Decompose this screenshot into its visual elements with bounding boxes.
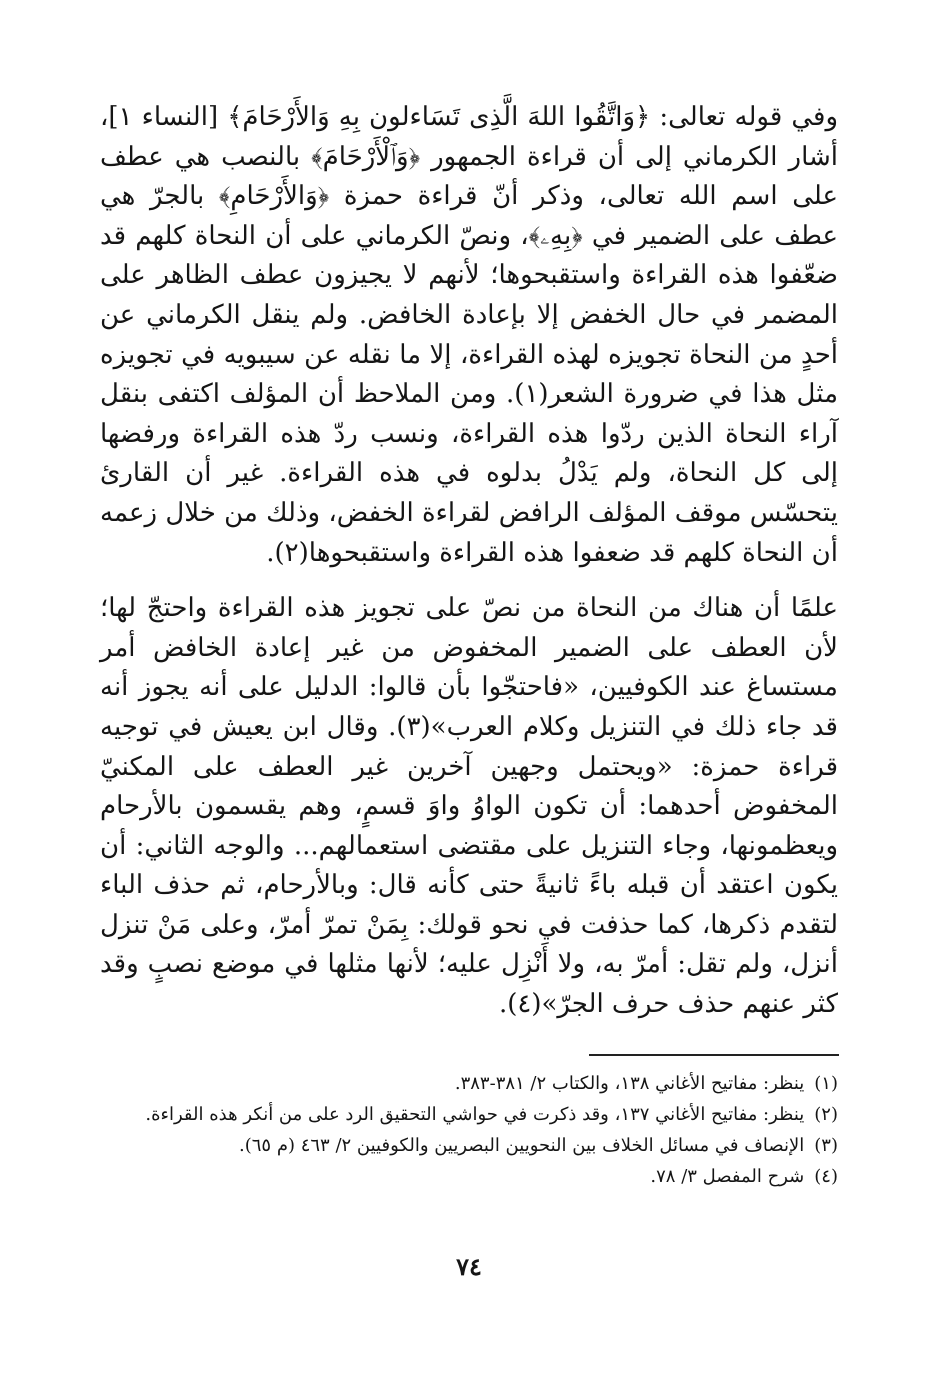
main-text [100,98,838,1025]
paragraph: وفي قوله تعالى: ﴿وَاتَّقُوا اللهَ الَّذِى تَسَاءلون بِهِ وَالأَرْحَامَ﴾ [النساء ١]، أشار الكرماني إلى أن قراءة الجمهور ﴿وَٱلْأَرْحَامَ﴾ بالنصب هي عطف على اسم الله تعالى، وذكر أنّ قراءة حمزة ﴿وَالأَرْحَامِ﴾ بالجرّ هي عطف على الضمير في ﴿بِهِۦ﴾، ونصّ الكرماني على أن النحاة كلهم قد ضعّفوا هذه القراءة واستقبحوها؛ لأنهم لا يجيزون عطف الظاهر على المضمر في حال الخفض إلا بإعادة الخافض. ولم ينقل الكرماني عن أحدٍ من النحاة تجويزه لهذه القراءة، إلا ما نقله عن سيبويه في تجويزه مثل هذا في ضرورة الشعر(١). ومن الملاحظ أن المؤلف اكتفى بنقل آراء النحاة الذين ردّوا هذه القراءة، ونسب ردّ هذه القراءة ورفضها إلى كل النحاة، ولم يَدْلُ بدلوه في هذه القراءة. غير أن القارئ يتحسّس موقف المؤلف الرافض لقراءة الخفض، وذلك من خلال زعمه أن النحاة كلهم قد ضعفوا هذه القراءة واستقبحوها(٢). [100,102,839,568]
footnote-number: (٤) [814,1166,838,1187]
footnote [100,1068,838,1099]
footnote-number: (٣) [814,1135,838,1156]
footnote-text: ينظر: مفاتيح الأغاني ١٣٧، وقد ذكرت في حواشي التحقيق الرد على من أنكر هذه القراءة. [145,1104,805,1125]
page-number: ٧٤ [456,1252,482,1281]
footnote [100,1161,838,1192]
paragraph: علمًا أن هناك من النحاة من نصّ على تجويز هذه القراءة واحتجّ لها؛ لأن العطف على الضمير المخفوض من غير إعادة الخافض أمر مستساغ عند الكوفيين، «فاحتجّوا بأن قالوا: الدليل على أنه يجوز أنه قد جاء ذلك في التنزيل وكلام العرب»(٣). وقال ابن يعيش في توجيه قراءة حمزة: «ويحتمل وجهين آخرين غير العطف على المكنيّ المخفوض أحدهما: أن تكون الواوُ واوَ قسمٍ، وهم يقسمون بالأرحام ويعظمونها، وجاء التنزيل على مقتضى استعمالهم... والوجه الثاني: أن يكون اعتقد أن قبله باءً ثانيةً حتى كأنه قال: وبالأرحام، ثم حذف الباء لتقدم ذكرها، كما حذفت في نحو قولك: بِمَنْ تمرّ أمرّ، وعلى مَنْ تنزل أنزل، ولم تقل: أمرّ به، ولا أَنْزِل عليه؛ لأنها مثلها في موضع نصبٍ وقد كثر عنهم حذف حرف الجرّ»(٤). [100,593,838,1020]
footnote-text: الإنصاف في مسائل الخلاف بين النحويين البصريين والكوفيين ٢/ ٤٦٣ (م ٦٥). [239,1135,805,1156]
footnote-number: (٢) [814,1104,838,1125]
footnote [100,1099,838,1130]
footnote-text: ينظر: مفاتيح الأغاني ١٣٨، والكتاب ٢/ ٣٨١-٣٨٣. [454,1073,805,1094]
footnote [100,1130,838,1161]
footnotes [100,1068,838,1192]
footnote-text: شرح المفصل ٣/ ٧٨. [650,1166,805,1187]
footnote-number: (١) [814,1073,838,1094]
footnote-divider [589,1054,839,1056]
